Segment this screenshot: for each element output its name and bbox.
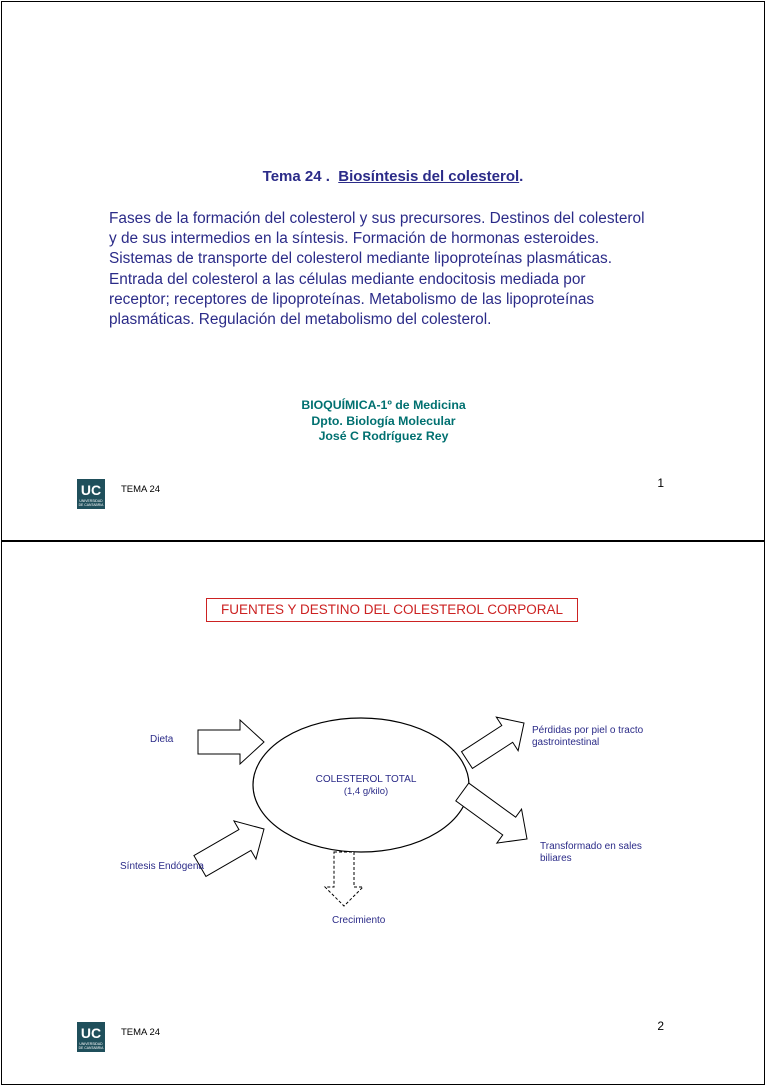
transformado-label bbox=[540, 841, 642, 865]
logo-mark: UC bbox=[80, 482, 102, 498]
crecimiento-arrow-icon bbox=[325, 852, 363, 906]
center-label bbox=[292, 774, 440, 798]
diagram-heading: FUENTES Y DESTINO DEL COLESTEROL CORPORAL bbox=[206, 598, 578, 622]
logo-line-2: DE CANTABRIA bbox=[78, 1046, 104, 1050]
logo-line-1: UNIVERSIDAD bbox=[79, 1042, 103, 1046]
perdidas-line-1: Pérdidas por piel o tracto bbox=[532, 725, 644, 736]
logo-line-2: DE CANTABRIA bbox=[78, 503, 104, 507]
perdidas-arrow-icon bbox=[456, 706, 535, 777]
center-title: COLESTEROL TOTAL bbox=[315, 774, 417, 785]
footer-label: TEMA 24 bbox=[121, 484, 161, 495]
logo-mark: UC bbox=[80, 1025, 102, 1041]
crecimiento-label: Crecimiento bbox=[332, 915, 386, 926]
page-number: 2 bbox=[657, 1019, 664, 1033]
sintesis-label: Síntesis Endógena bbox=[120, 861, 204, 872]
center-subtitle: (1,4 g/kilo) bbox=[343, 786, 389, 797]
transformado-line-1: Transformado en sales bbox=[540, 841, 642, 852]
credits-block bbox=[2, 398, 764, 445]
description-line: Entrada del colesterol a las células mediante endocitosis mediada por bbox=[109, 270, 586, 288]
slide-2 bbox=[1, 541, 765, 1085]
page-number: 1 bbox=[657, 476, 664, 490]
title-suffix: . bbox=[519, 168, 524, 185]
credit-author: José C Rodríguez Rey bbox=[318, 429, 449, 443]
credit-course: BIOQUÍMICA-1º de Medicina bbox=[301, 398, 466, 412]
topic-description bbox=[109, 209, 689, 330]
credit-department: Dpto. Biología Molecular bbox=[311, 413, 456, 428]
logo-line-1: UNIVERSIDAD bbox=[79, 499, 103, 503]
dieta-label: Dieta bbox=[150, 734, 174, 745]
title-prefix: Tema 24 . bbox=[262, 168, 330, 185]
description-line: receptor; receptores de lipoproteínas. Metabolismo de las lipoproteínas bbox=[109, 290, 595, 308]
footer-label: TEMA 24 bbox=[121, 1027, 161, 1038]
sintesis-arrow-icon bbox=[189, 810, 275, 885]
cholesterol-flow-diagram bbox=[2, 542, 764, 962]
title-main: Biosíntesis del colesterol bbox=[338, 168, 520, 185]
description-line: Sistemas de transporte del colesterol mediante lipoproteínas plasmáticas. bbox=[109, 250, 613, 268]
slide-title bbox=[2, 168, 764, 185]
description-line: y de sus intermedios en la síntesis. Formación de hormonas esteroides. bbox=[109, 230, 600, 248]
perdidas-line-2: gastrointestinal bbox=[532, 737, 600, 748]
description-line: Fases de la formación del colesterol y sus precursores. Destinos del colesterol bbox=[109, 210, 645, 227]
transformado-line-2: biliares bbox=[540, 853, 572, 864]
dieta-arrow-icon bbox=[198, 720, 264, 764]
slide-1 bbox=[1, 1, 765, 541]
perdidas-label bbox=[532, 725, 643, 749]
university-logo bbox=[77, 1022, 105, 1052]
description-line: plasmáticas. Regulación del metabolismo del colesterol. bbox=[109, 311, 492, 329]
university-logo bbox=[77, 479, 105, 509]
